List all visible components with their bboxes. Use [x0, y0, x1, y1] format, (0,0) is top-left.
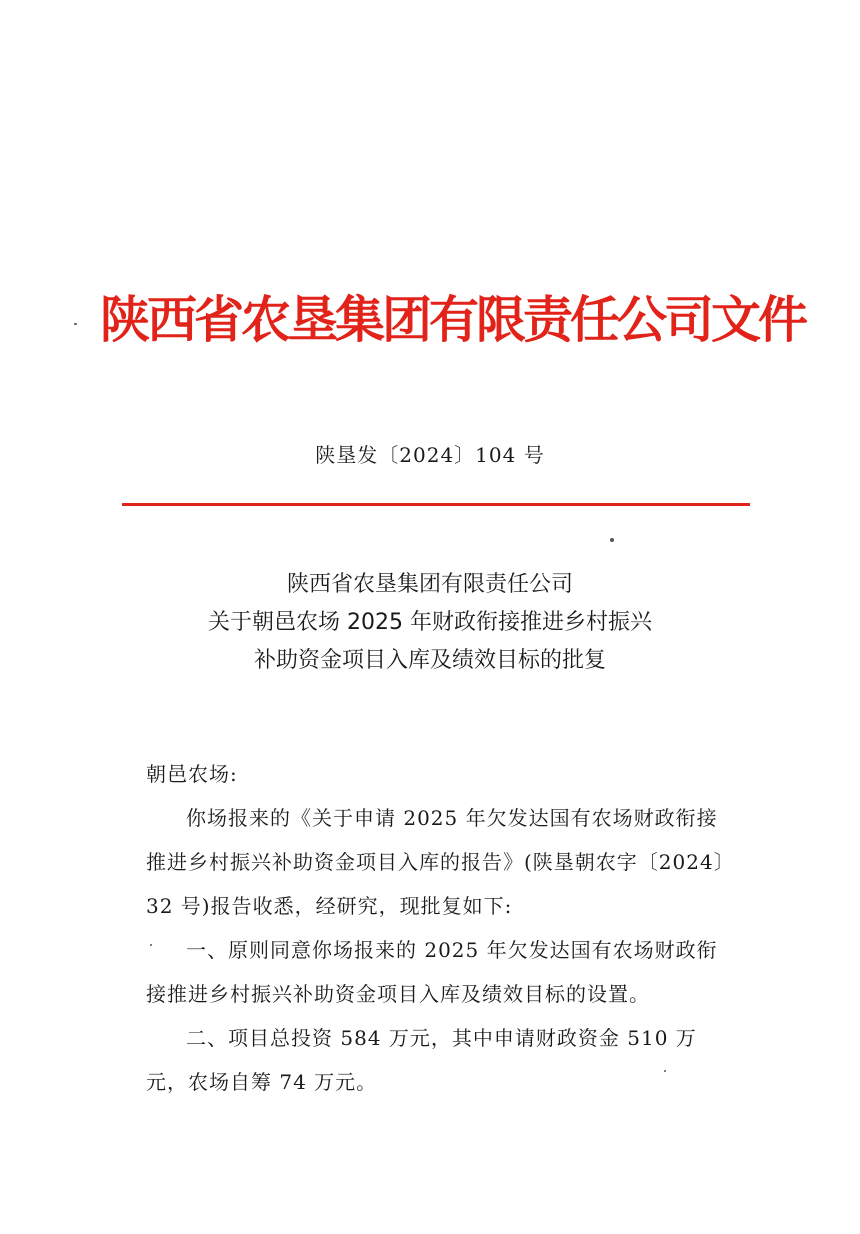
scan-speck: [150, 944, 152, 946]
title-line-2: 关于朝邑农场 2025 年财政衔接推进乡村振兴: [208, 610, 652, 635]
title-line-1: 陕西省农垦集团有限责任公司: [286, 572, 573, 597]
scan-speck: [74, 323, 77, 325]
addressee: 朝邑农场:: [146, 762, 238, 786]
title-line-3: 补助资金项目入库及绩效目标的批复: [253, 648, 606, 673]
issuer-title: 陕西省农垦集团有限责任公司文件: [100, 291, 805, 349]
scan-speck: [610, 538, 614, 542]
document-number: 陕垦发〔2024〕104 号: [315, 443, 545, 467]
scan-speck: [664, 1070, 666, 1072]
paragraph-2: 一、原则同意你场报来的 2025 年欠发达国有农场财政衔接推进乡村振兴补助资金项目入库及绩效目标的设置。: [146, 938, 718, 1006]
document-body: [146, 752, 730, 1104]
document-title: [0, 566, 860, 680]
paragraph-3: 二、项目总投资 584 万元，其中申请财政资金 510 万元，农场自筹 74 万元。: [146, 1026, 697, 1094]
paragraph-1: 你场报来的《关于申请 2025 年欠发达国有农场财政衔接推进乡村振兴补助资金项目入库的报告》(陕垦朝农字〔2024〕32 号)报告收悉，经研究，现批复如下:: [146, 806, 725, 918]
red-divider-line: [122, 503, 750, 506]
